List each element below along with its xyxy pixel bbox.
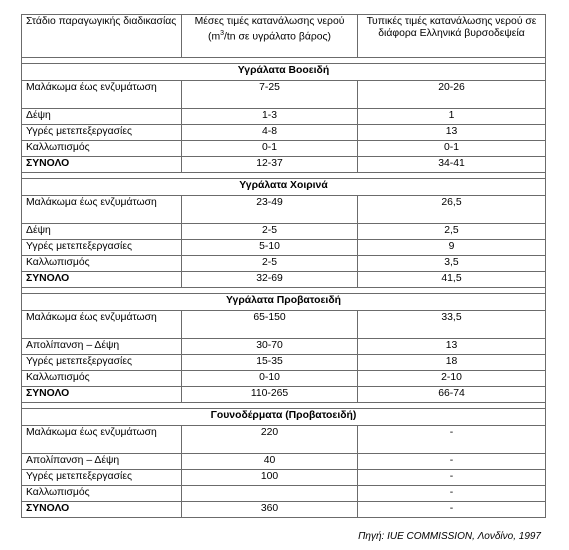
typical-cell: 3,5: [358, 256, 546, 272]
stage-cell: Απολίπανση – Δέψη: [22, 454, 182, 470]
table-row: [22, 470, 546, 486]
typical-cell: -: [358, 486, 546, 502]
average-cell: 15-35: [182, 355, 358, 371]
stage-cell: ΣΥΝΟΛΟ: [22, 502, 182, 518]
stage-cell: Καλλωπισμός: [22, 141, 182, 157]
table-row: [22, 240, 546, 256]
section-title: Υγράλατα Χοιρινά: [22, 179, 546, 196]
average-cell: 360: [182, 502, 358, 518]
table-body: [22, 58, 546, 518]
section-header-row: [22, 179, 546, 196]
average-cell: 23-49: [182, 196, 358, 224]
average-cell: 40: [182, 454, 358, 470]
typical-cell: 20-26: [358, 81, 546, 109]
typical-cell: -: [358, 502, 546, 518]
typical-cell: 9: [358, 240, 546, 256]
stage-cell: Υγρές μετεπεξεργασίες: [22, 125, 182, 141]
average-cell: 32-69: [182, 272, 358, 288]
table-row: [22, 125, 546, 141]
section-header-row: [22, 64, 546, 81]
total-row: [22, 157, 546, 173]
table-row: [22, 454, 546, 470]
table-row: [22, 81, 546, 109]
table-row: [22, 141, 546, 157]
average-cell: 100: [182, 470, 358, 486]
average-cell: 7-25: [182, 81, 358, 109]
stage-cell: Καλλωπισμός: [22, 256, 182, 272]
header-average-unit-sup: 3: [220, 30, 225, 37]
typical-cell: 0-1: [358, 141, 546, 157]
typical-cell: 13: [358, 339, 546, 355]
average-cell: 12-37: [182, 157, 358, 173]
typical-cell: 2-10: [358, 371, 546, 387]
header-average-unit-pre: (m: [207, 31, 221, 43]
average-cell: [182, 486, 358, 502]
stage-cell: ΣΥΝΟΛΟ: [22, 157, 182, 173]
stage-cell: Μαλάκωμα έως ενζυμάτωση: [22, 426, 182, 454]
average-cell: 220: [182, 426, 358, 454]
stage-cell: Καλλωπισμός: [22, 486, 182, 502]
typical-cell: -: [358, 426, 546, 454]
table-row: [22, 339, 546, 355]
average-cell: 0-1: [182, 141, 358, 157]
table-row: [22, 371, 546, 387]
header-stage: Στάδιο παραγωγικής διαδικασίας: [22, 15, 182, 58]
section-title: Γουνοδέρματα (Προβατοειδή): [22, 409, 546, 426]
stage-cell: Απολίπανση – Δέψη: [22, 339, 182, 355]
source-note: Πηγή: IUE COMMISSION, Λονδίνο, 1997: [358, 531, 541, 542]
total-row: [22, 502, 546, 518]
typical-cell: 18: [358, 355, 546, 371]
section-title: Υγράλατα Προβατοειδή: [22, 294, 546, 311]
section-header-row: [22, 409, 546, 426]
typical-cell: 2,5: [358, 224, 546, 240]
stage-cell: ΣΥΝΟΛΟ: [22, 387, 182, 403]
typical-cell: 1: [358, 109, 546, 125]
average-cell: 5-10: [182, 240, 358, 256]
typical-cell: 13: [358, 125, 546, 141]
section-header-row: [22, 294, 546, 311]
stage-cell: ΣΥΝΟΛΟ: [22, 272, 182, 288]
average-cell: 1-3: [182, 109, 358, 125]
header-row: [22, 15, 546, 58]
average-cell: 65-150: [182, 311, 358, 339]
typical-cell: -: [358, 454, 546, 470]
average-cell: 2-5: [182, 256, 358, 272]
table-row: [22, 311, 546, 339]
table-row: [22, 109, 546, 125]
header-average-line1: Μέσες τιμές κατανάλωσης νερού: [194, 16, 345, 27]
average-cell: 2-5: [182, 224, 358, 240]
table-row: [22, 426, 546, 454]
typical-cell: 41,5: [358, 272, 546, 288]
stage-cell: Δέψη: [22, 109, 182, 125]
stage-cell: Καλλωπισμός: [22, 371, 182, 387]
stage-cell: Υγρές μετεπεξεργασίες: [22, 470, 182, 486]
typical-cell: 66-74: [358, 387, 546, 403]
average-cell: 30-70: [182, 339, 358, 355]
table-row: [22, 256, 546, 272]
stage-cell: Μαλάκωμα έως ενζυμάτωση: [22, 196, 182, 224]
header-typical: Τυπικές τιμές κατανάλωσης νερού σε διάφορα Ελληνικά βυρσοδεψεία: [358, 15, 546, 58]
average-cell: 4-8: [182, 125, 358, 141]
header-average: [182, 15, 358, 58]
header-average-unit-post: /tn σε υγράλατο βάρος): [224, 31, 331, 43]
section-title: Υγράλατα Βοοειδή: [22, 64, 546, 81]
total-row: [22, 272, 546, 288]
average-cell: 110-265: [182, 387, 358, 403]
typical-cell: 33,5: [358, 311, 546, 339]
average-cell: 0-10: [182, 371, 358, 387]
stage-cell: Δέψη: [22, 224, 182, 240]
table-row: [22, 196, 546, 224]
stage-cell: Υγρές μετεπεξεργασίες: [22, 355, 182, 371]
table-row: [22, 355, 546, 371]
water-consumption-table: [21, 14, 546, 518]
table-row: [22, 224, 546, 240]
table-row: [22, 486, 546, 502]
stage-cell: Υγρές μετεπεξεργασίες: [22, 240, 182, 256]
typical-cell: 34-41: [358, 157, 546, 173]
typical-cell: -: [358, 470, 546, 486]
total-row: [22, 387, 546, 403]
stage-cell: Μαλάκωμα έως ενζυμάτωση: [22, 81, 182, 109]
typical-cell: 26,5: [358, 196, 546, 224]
stage-cell: Μαλάκωμα έως ενζυμάτωση: [22, 311, 182, 339]
